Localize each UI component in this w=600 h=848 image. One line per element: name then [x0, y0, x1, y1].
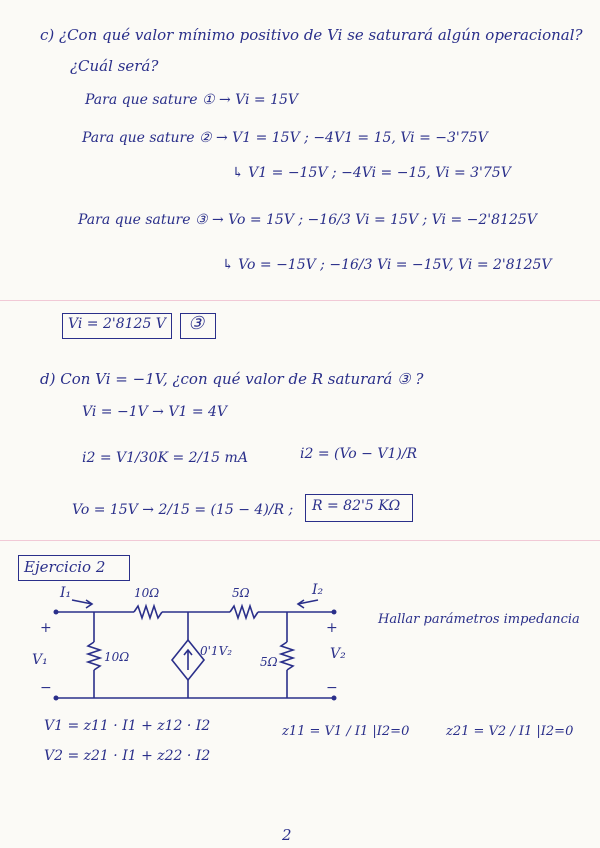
label-r-shunt-right: 5Ω [260, 655, 278, 669]
part-c-question-line1: c) ¿Con qué valor mínimo positivo de Vi se saturará algún operacional? [40, 26, 583, 44]
z21-definition: z21 = V2 / I1 |I2=0 [446, 724, 574, 739]
label-r-shunt-left: 10Ω [104, 650, 130, 664]
part-d-line2b: i2 = (Vo − V1)/R [300, 446, 418, 462]
part-c-question-line2: ¿Cuál será? [70, 57, 159, 75]
part-d-line1: Vi = −1V → V1 = 4V [82, 404, 228, 420]
page-number: 2 [282, 826, 292, 844]
part-c-op2-a: Para que sature ② → V1 = 15V ; −4V1 = 15, Vi = −3'75V [82, 130, 488, 146]
part-d-question: d) Con Vi = −1V, ¿con qué valor de R saturará ③ ? [40, 370, 424, 388]
part-c-op3-a: Para que sature ③ → Vo = 15V ; −16/3 Vi = 15V ; Vi = −2'8125V [78, 212, 537, 228]
part-d-line2a: i2 = V1/30K = 2/15 mA [82, 450, 248, 466]
part-c-answer: Vi = 2'8125 V [68, 316, 166, 332]
label-i1: I₁ [60, 585, 72, 601]
ejercicio-title: Ejercicio 2 [24, 558, 106, 576]
label-v1-plus: + [40, 620, 52, 636]
part-c-op1: Para que sature ① → Vi = 15V [85, 92, 299, 108]
ejercicio-task: Hallar parámetros impedancia [378, 612, 580, 627]
label-v1-minus: − [40, 680, 52, 696]
equation-v1: V1 = z11 · I1 + z12 · I2 [44, 718, 211, 734]
label-r-top-left: 10Ω [134, 586, 160, 600]
label-v2-plus: + [326, 620, 338, 636]
label-r-top-right: 5Ω [232, 586, 250, 600]
label-v2: V₂ [330, 646, 346, 662]
label-v1: V₁ [32, 652, 48, 668]
part-c-answer-op: ③ [188, 313, 205, 334]
part-d-answer: R = 82'5 KΩ [312, 498, 401, 514]
label-source: 0'1V₂ [200, 644, 233, 658]
part-c-op2-b: ↳ V1 = −15V ; −4Vi = −15, Vi = 3'75V [232, 165, 511, 181]
label-i2: I₂ [312, 582, 324, 598]
label-v2-minus: − [326, 680, 338, 696]
part-d-line3: Vo = 15V → 2/15 = (15 − 4)/R ; [72, 502, 294, 518]
part-c-op3-b: ↳ Vo = −15V ; −16/3 Vi = −15V, Vi = 2'8125V [222, 257, 552, 273]
z11-definition: z11 = V1 / I1 |I2=0 [282, 724, 410, 739]
equation-v2: V2 = z21 · I1 + z22 · I2 [44, 748, 211, 764]
